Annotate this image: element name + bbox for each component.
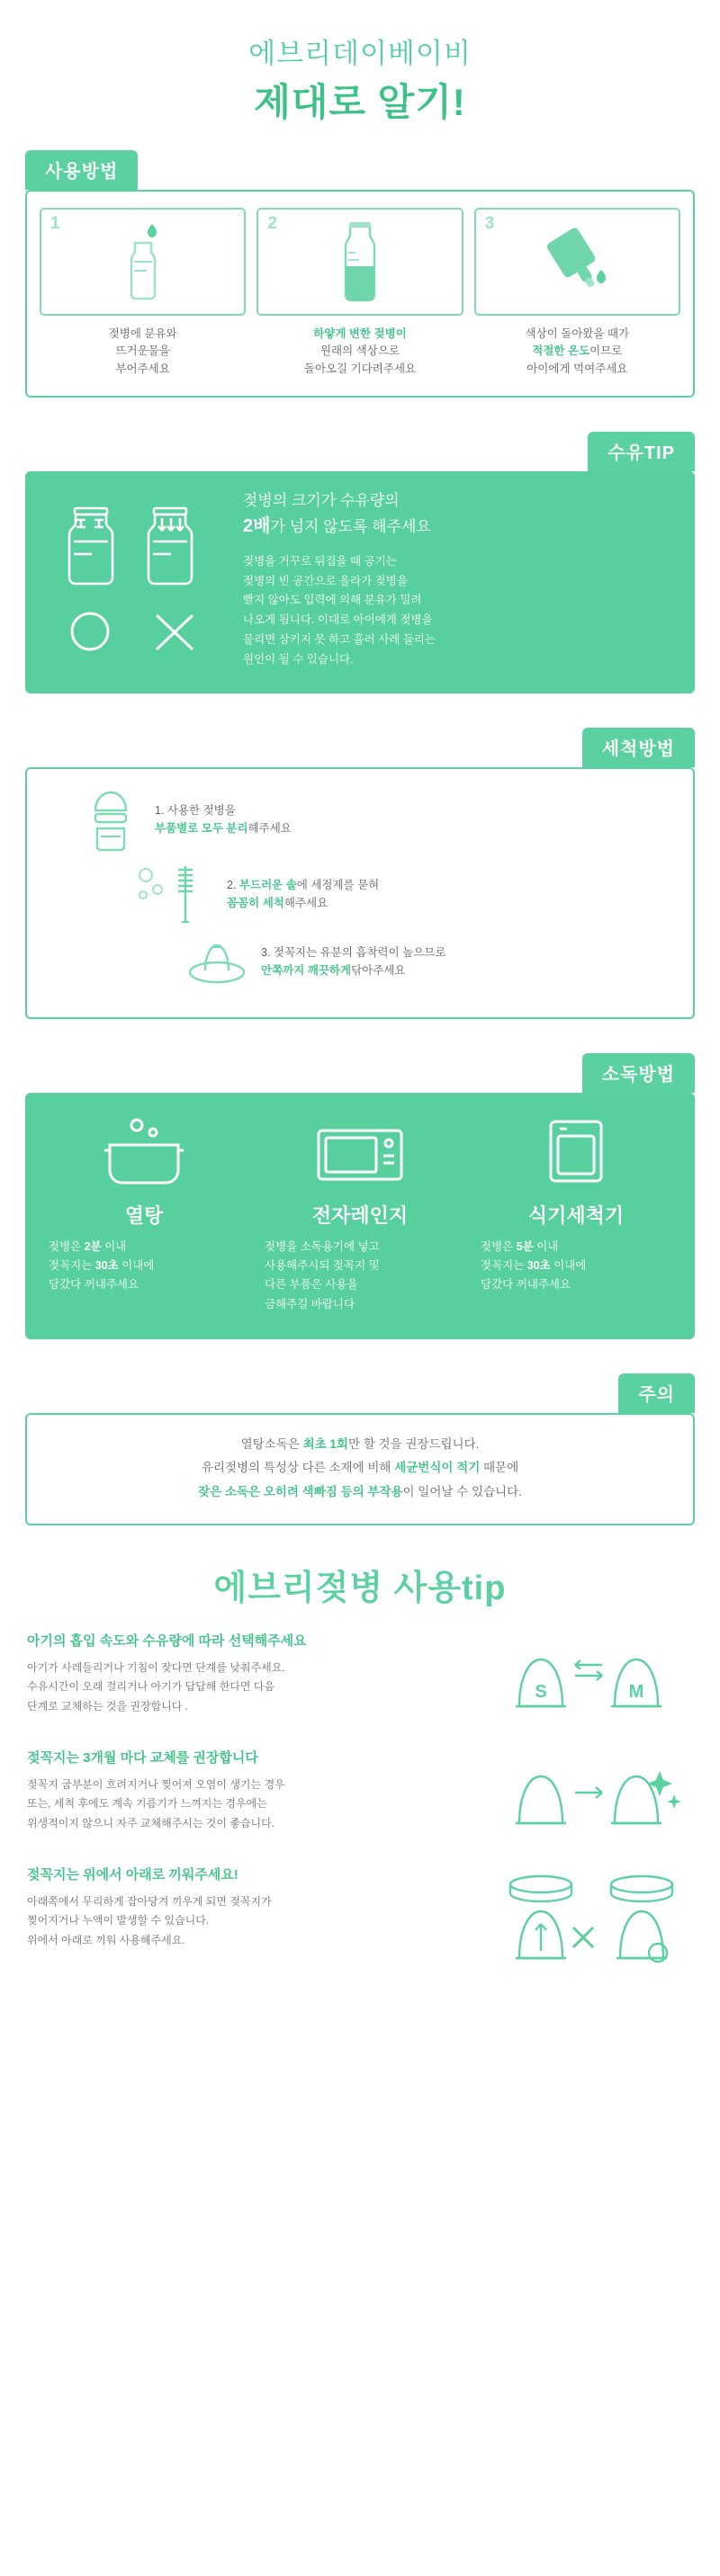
washing-item-1: [47, 787, 673, 852]
nipple-tip-paragraph-2: 젖꼭지 굽부분이 흐려지거나 찢어져 오염이 생기는 경우 또는, 세척 후에도 계속 기름기가 느껴지는 경우에는 위생적이지 않으니 자주 교체해주시는 것이 좋습니다.: [27, 1777, 285, 1829]
usage-card-2: [256, 208, 463, 316]
sterilize-method-dishwasher: [468, 1114, 684, 1314]
boiling-pot-icon: [45, 1114, 243, 1190]
circle-ok-icon: [72, 613, 108, 649]
section-sterilize-tab: 소독방법: [582, 1053, 695, 1093]
washing-item-3: [47, 936, 673, 987]
usage-step-number: 1: [50, 214, 60, 233]
section-caution-tab: 주의: [618, 1373, 695, 1413]
nipple-tip-title: 에브리젖병 사용tip: [213, 1569, 507, 1607]
usage-step-number: 3: [484, 214, 495, 233]
sterilize-title-microwave: 전자레인지: [311, 1203, 409, 1227]
sterilize-title-dishwasher: 식기세척기: [527, 1203, 625, 1227]
nipple-icon: [184, 936, 250, 987]
section-usage-box: [25, 190, 695, 398]
sterilize-desc-microwave: 젖병을 소독용기에 넣고 사용해주시되 젖꼭지 및 다른 부품은 사용을 금해주길 바랍니다: [265, 1239, 380, 1310]
usage-step-number: 2: [267, 214, 277, 233]
nipple-tip-block-1: [27, 1631, 693, 1721]
usage-step-1-text: 젖병에 분유와 뜨거운물을 부어주세요: [108, 327, 177, 375]
washing-text-2: 2. 부드러운 솔에 세정제를 묻혀 꼼꼼히 세척해주세요: [227, 878, 380, 909]
nipple-tip-block-2: [27, 1748, 693, 1838]
nipple-tip-heading-2: 젖꼭지는 3개월 마다 교체를 권장합니다: [27, 1749, 258, 1766]
usage-step-3-text: 색상이 돌아왔을 때가 적절한 온도이므로 아이에게 먹여주세요: [525, 327, 630, 375]
caution-line-3: 잦은 소독은 오히려 색빠짐 등의 부작용이 일어날 수 있습니다.: [198, 1484, 522, 1498]
bottle-compare-icon: [49, 489, 229, 660]
nipple-tip-heading-1: 아기의 흡입 속도와 수유량에 따라 선택해주세요: [27, 1632, 307, 1649]
nipple-label-m: M: [628, 1681, 644, 1702]
sterilize-desc-dishwasher: 젖병은 5분 이내 젖꼭지는 30초 이내에 담갔다 꺼내주세요: [481, 1239, 587, 1292]
section-feeding-box: [25, 471, 695, 693]
usage-step-2-text: 하얗게 변한 젖병이 원래의 색상으로 돌아오길 기다려주세요: [303, 327, 417, 375]
section-washing-tab: 세척방법: [582, 728, 695, 767]
feeding-illustration: [45, 489, 232, 670]
page-title: 제대로 알기!: [254, 81, 466, 123]
nipple-tip-paragraph-3: 아래쪽에서 무리하게 잡아당겨 끼우게 되면 젖꼭지가 찢어지거나 누액이 발생할 수 있습니다. 위에서 아래로 끼워 사용해주세요.: [27, 1894, 272, 1946]
nipple-size-s-m-icon: [486, 1631, 693, 1721]
section-sterilize: [25, 1053, 695, 1339]
microwave-icon: [261, 1114, 459, 1190]
bottle-white-icon: [328, 220, 392, 303]
nipple-insert-icon: [486, 1865, 693, 1972]
cross-x-icon: [157, 615, 193, 649]
section-feeding-tip: [25, 432, 695, 693]
dishwasher-icon: [477, 1114, 675, 1190]
washing-text-1: 1. 사용한 젖병을 부품별로 모두 분리해주세요: [155, 803, 292, 835]
nipple-tip-paragraph-1: 아기가 사레들리거나 기침이 잦다면 단계를 낮춰주세요. 수유시간이 오래 걸리거나 아기가 답답해 한다면 다음 단계로 교체하는 것을 권장합니다 .: [27, 1660, 285, 1713]
feeding-heading: 젖병의 크기가 수유량의 2배가 넘지 않도록 해주세요: [243, 492, 431, 536]
sterilize-title-boiling: 열탕: [124, 1203, 164, 1227]
nipple-tip-block-3: [27, 1865, 693, 1972]
hero-subtitle: 에브리데이베이비: [248, 38, 472, 69]
section-caution-box: [25, 1413, 695, 1525]
caution-line-1: 열탕소독은 최초 1회만 할 것을 권장드립니다.: [240, 1436, 480, 1451]
usage-step-1: [40, 208, 246, 378]
bottle-tilt-icon: [534, 226, 620, 298]
washing-text-3: 3. 젖꼭지는 유분의 흡착력이 높으므로 안쪽까지 깨끗하게닦아주세요: [261, 945, 446, 977]
caution-line-2: 유리젖병의 특성상 다른 소재에 비해 세균번식이 적기 때문에: [201, 1461, 519, 1475]
section-sterilize-box: [25, 1093, 695, 1339]
usage-step-3: [474, 208, 680, 378]
bottle-pour-icon: [110, 223, 176, 300]
section-washing-box: [25, 767, 695, 1019]
feeding-text: [238, 489, 675, 670]
bottle-parts-icon: [79, 787, 142, 852]
usage-card-3: [474, 208, 680, 316]
nipple-label-s: S: [535, 1681, 547, 1702]
usage-step-2: [256, 208, 463, 378]
nipple-replace-icon: [486, 1748, 693, 1838]
section-feeding-tab: 수유TIP: [588, 432, 695, 471]
usage-card-1: [40, 208, 246, 316]
feeding-body: 젖병을 거꾸로 뒤집을 때 공기는 젖병의 빈 공간으로 올라가 젖병을 빨지 않아도 입력에 의해 분유가 밀려 나오게 됩니다. 이대로 아이에게 젖병을 물리면 삼키지 못 하고 흘러 사레 들리는 원인이 될 수 있습니다.: [243, 554, 436, 666]
section-washing: [25, 728, 695, 1019]
page-header: [0, 0, 720, 150]
washing-item-2: [47, 859, 673, 929]
section-usage-tab: 사용방법: [25, 150, 138, 190]
section-caution: [25, 1373, 695, 1525]
nipple-tip-heading-3: 젖꼭지는 위에서 아래로 끼워주세요!: [27, 1866, 238, 1883]
section-usage: [25, 150, 695, 398]
sterilize-desc-boiling: 젖병은 2분 이내 젖꼭지는 30초 이내에 담갔다 꺼내주세요: [49, 1239, 155, 1292]
brush-bubbles-icon: [133, 859, 216, 929]
sterilize-method-microwave: [252, 1114, 468, 1314]
sterilize-method-boiling: [36, 1114, 252, 1314]
